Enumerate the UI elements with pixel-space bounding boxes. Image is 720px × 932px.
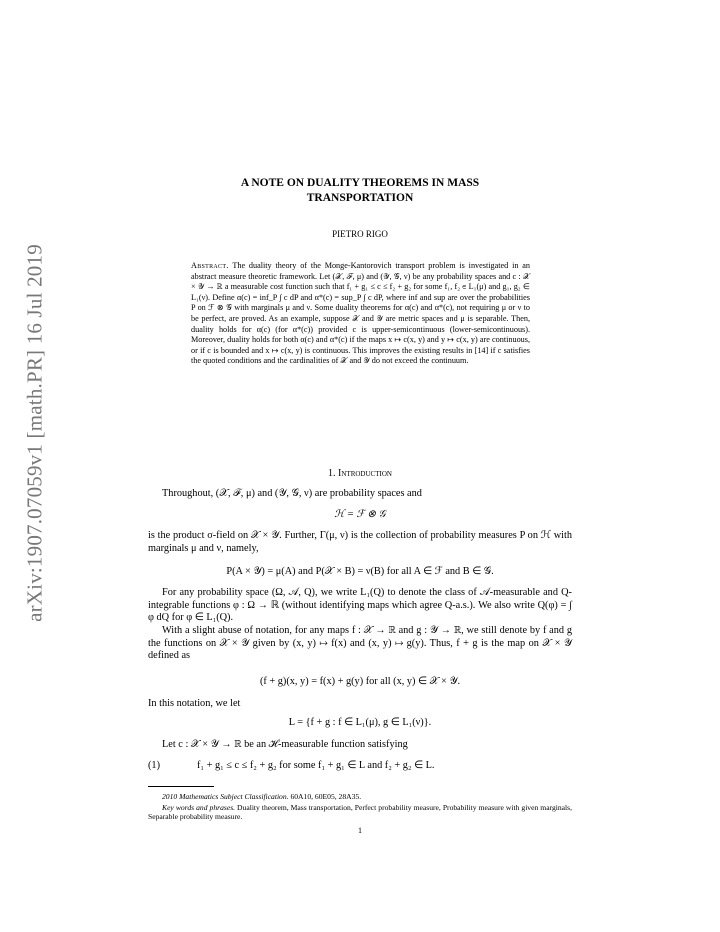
paragraph-4: With a slight abuse of notation, for any maps f : 𝒳 → ℝ and g : 𝒴 → ℝ, we still denote by f and g the functions on 𝒳 × 𝒴 given by (x, y) ↦ f(x) and (x, y) ↦ g(y). Thus, f + g is the map on 𝒳 × 𝒴 defined as: [148, 625, 572, 661]
keywords-label: Key words and phrases.: [162, 803, 236, 812]
abstract: [191, 261, 530, 367]
paper-title: [150, 176, 570, 206]
paragraph-2: is the product σ-field on 𝒳 × 𝒴. Further, Γ(μ, ν) is the collection of probability measures P on ℋ with marginals μ and ν, namely,: [148, 530, 572, 554]
paragraph-1: Throughout, (𝒳, ℱ, μ) and (𝒴, 𝒢, ν) are probability spaces and: [162, 488, 422, 499]
paragraph-5: In this notation, we let: [148, 698, 241, 709]
paragraph-6: Let c : 𝒳 × 𝒴 → ℝ be an ℋ-measurable function satisfying: [162, 739, 408, 750]
arxiv-id-text: arXiv:1907.07059v1 [math.PR] 16 Jul 2019: [22, 244, 47, 622]
paragraph-3: For any probability space (Ω, 𝒜, Q), we write L₁(Q) to denote the class of 𝒜-measurable and Q-integrable functions φ : Ω → ℝ (without identifying maps which agree Q-a.s.). We also write Q(φ) = ∫ φ dQ for φ ∈ L₁(Q).: [148, 587, 572, 623]
equation-L: L = {f + g : f ∈ L₁(μ), g ∈ L₁(ν)}.: [288, 717, 432, 728]
title-line-2: TRANSPORTATION: [306, 192, 414, 204]
equation-1: f₁ + g₁ ≤ c ≤ f₂ + g₂ for some f₁ + g₁ ∈ L and f₂ + g₂ ∈ L.: [197, 760, 435, 771]
footnote-msc: [148, 792, 572, 801]
abstract-text: The duality theory of the Monge-Kantorovich transport problem is investigated in an abstract measure theoretic framework. Let (𝒳, ℱ, μ) and (𝒴, 𝒢, ν) be any probability spaces and c : 𝒳 × 𝒴 → ℝ a measurable cost function such that f₁ + g₁ ≤ c ≤ f₂ + g₂ for some f₁, f₂ ∈ L₁(μ) and g₁, g₂ ∈ L₁(ν). Define α(c) = inf_P ∫ c dP and α*(c) = sup_P ∫ c dP, where inf and sup are over the probabilities P on ℱ ⊗ 𝒢 with marginals μ and ν. Some duality theorems for α(c) and α*(c), not requiring μ or ν to be perfect, are proved. As an example, suppose 𝒳 and 𝒴 are metric spaces and μ is separable. Then, duality holds for α(c) (for α*(c)) provided c is upper-semicontinuous (lower-semicontinuous). Moreover, duality holds for both α(c) and α*(c) if the maps x ↦ c(x, y) and y ↦ c(x, y) are continuous, or if c is bounded and x ↦ c(x, y) is continuous. This improves the existing results in [14] if c satisfies the quoted conditions and the cardinalities of 𝒳 and 𝒴 do not exceed the continuum.: [191, 261, 530, 366]
page-number: 1: [358, 826, 362, 835]
title-line-1: A NOTE ON DUALITY THEOREMS IN MASS: [240, 177, 480, 189]
msc-codes: 60A10, 60E05, 28A35.: [288, 792, 362, 801]
equation-1-number: (1): [148, 760, 161, 771]
equation-sum: (f + g)(x, y) = f(x) + g(y) for all (x, y) ∈ 𝒳 × 𝒴.: [259, 676, 461, 687]
section-heading: [148, 468, 572, 479]
abstract-label: Abstract.: [191, 261, 229, 270]
keywords-text: Duality theorem, Mass transportation, Perfect probability measure, Probability measure with given marginals, Separable probability measure.: [148, 803, 572, 822]
section-title: 1. Introduction: [328, 468, 392, 479]
arxiv-identifier-stamp: [20, 218, 50, 648]
author-name: PIETRO RIGO: [332, 229, 388, 239]
msc-label: 2010 Mathematics Subject Classification.: [162, 792, 289, 801]
equation-H: ℋ = ℱ ⊗ 𝒢: [334, 509, 386, 520]
footnote-rule: [148, 786, 214, 787]
equation-marginals: P(A × 𝒴) = μ(A) and P(𝒳 × B) = ν(B) for all A ∈ ℱ and B ∈ 𝒢.: [226, 566, 494, 577]
footnote-keywords: [148, 803, 572, 822]
